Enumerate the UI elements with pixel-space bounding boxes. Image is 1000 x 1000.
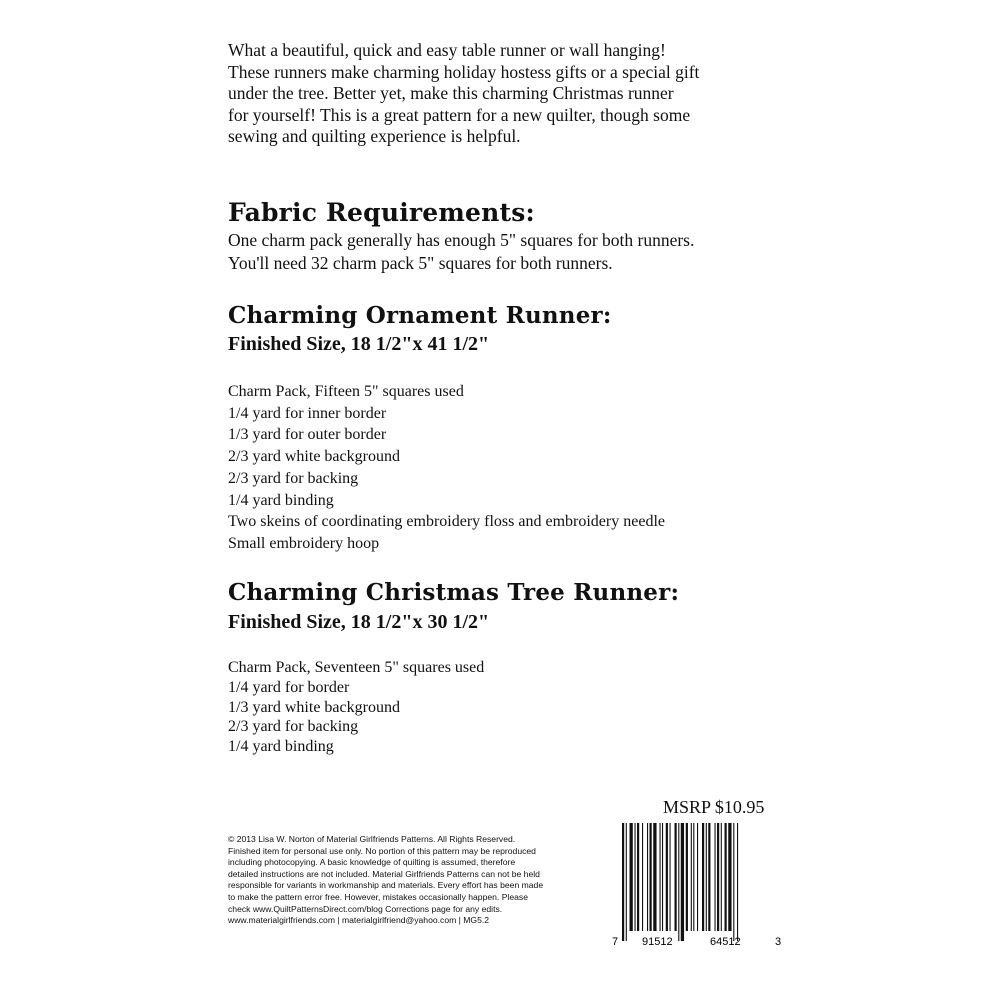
barcode-bar xyxy=(717,823,719,931)
barcode-bar xyxy=(693,823,694,931)
barcode-bar xyxy=(691,823,692,931)
intro-line: sewing and quilting experience is helpful. xyxy=(228,126,521,146)
material-item: Small embroidery hoop xyxy=(228,534,380,552)
footer-line: responsible for variants in workmanship and materials. Every effort has been made xyxy=(228,880,544,891)
material-item: 1/4 yard binding xyxy=(228,738,334,756)
footer-line: www.materialgirlfriends.com | materialgirlfriend@yahoo.com | MG5.2 xyxy=(228,915,490,926)
barcode-bar xyxy=(733,823,734,941)
material-item: 1/3 yard white background xyxy=(228,698,400,716)
barcode-bar xyxy=(681,823,684,941)
fabric-line: You'll need 32 charm pack 5" squares for both runners. xyxy=(228,253,613,273)
barcode-digit: 64512 xyxy=(710,936,741,947)
material-item: 1/4 yard for border xyxy=(228,678,350,696)
material-item: Charm Pack, Fifteen 5" squares used xyxy=(228,383,464,400)
ornament-runner-finished-size: Finished Size, 18 1/2"x 41 1/2" xyxy=(228,333,490,355)
barcode-bar xyxy=(686,823,688,931)
barcode-bar xyxy=(706,823,707,931)
tree-runner-materials xyxy=(228,658,484,757)
material-item: 2/3 yard for backing xyxy=(228,718,359,736)
barcode-bar xyxy=(660,823,661,931)
intro-line: under the tree. Better yet, make this charming Christmas runner xyxy=(228,83,674,103)
barcode-bar xyxy=(653,823,656,931)
footer-line: Finished item for personal use only. No portion of this pattern may be reproduced xyxy=(228,845,536,856)
barcode-bar xyxy=(697,823,698,931)
footer-line: to make the pattern error free. However, mistakes occasionally happen. Please xyxy=(228,891,528,902)
barcode-bar xyxy=(622,823,624,941)
tree-runner-finished-size: Finished Size, 18 1/2"x 30 1/2" xyxy=(228,611,490,633)
barcode xyxy=(612,823,782,947)
fabric-requirements-heading: Fabric Requirements: xyxy=(228,198,535,227)
barcode-bar xyxy=(702,823,704,931)
fabric-requirements-text xyxy=(228,229,694,275)
barcode-bar xyxy=(670,823,671,931)
footer-line: check www.QuiltPatternsDirect.com/blog Corrections page for any edits. xyxy=(228,903,503,914)
barcode-bar xyxy=(708,823,710,931)
msrp-price: MSRP $10.95 xyxy=(663,797,765,817)
intro-line: These runners make charming holiday hostess gifts or a special gift xyxy=(228,61,700,82)
intro-line: for yourself! This is a great pattern for a new quilter, though some xyxy=(228,104,691,125)
material-item: 2/3 yard for backing xyxy=(228,469,359,487)
barcode-bar xyxy=(737,823,738,941)
barcode-bar xyxy=(666,823,668,931)
footer-line: © 2013 Lisa W. Norton of Material Girlfriends Patterns. All Rights Reserved. xyxy=(228,834,516,844)
barcode-bar xyxy=(647,823,648,931)
footer-line: detailed instructions are not included. Material Girlfriends Patterns can not be held xyxy=(228,868,540,879)
barcode-bar xyxy=(637,823,639,931)
tree-runner-heading: Charming Christmas Tree Runner: xyxy=(228,579,680,606)
material-item: 1/3 yard for outer border xyxy=(228,426,387,444)
material-item: Charm Pack, Seventeen 5" squares used xyxy=(228,659,485,676)
barcode-bar xyxy=(728,823,731,931)
barcode-bar xyxy=(630,823,633,931)
barcode-bar xyxy=(715,823,716,931)
barcode-bar xyxy=(725,823,727,931)
barcode-digit: 7 xyxy=(612,936,619,947)
barcode-bar xyxy=(642,823,643,931)
fabric-line: One charm pack generally has enough 5" squares for both runners. xyxy=(228,230,695,250)
ornament-runner-materials xyxy=(228,381,665,555)
material-item: Two skeins of coordinating embroidery floss and embroidery needle xyxy=(228,513,665,531)
ornament-runner-heading: Charming Ornament Runner: xyxy=(228,302,612,329)
barcode-bar xyxy=(635,823,636,931)
barcode-bar xyxy=(662,823,663,931)
barcode-bar xyxy=(675,823,677,931)
barcode-digit: 3 xyxy=(775,936,782,947)
footer-line: including photocopying. A basic knowledge of quilting is assumed, therefore xyxy=(228,857,516,868)
intro-line: What a beautiful, quick and easy table runner or wall hanging! xyxy=(228,40,666,60)
barcode-bar xyxy=(650,823,652,931)
intro-paragraph xyxy=(228,40,848,148)
barcode-bar xyxy=(721,823,722,931)
barcode-bars xyxy=(622,823,738,941)
material-item: 2/3 yard white background xyxy=(228,448,400,466)
barcode-digit: 91512 xyxy=(642,936,673,947)
copyright-footer xyxy=(228,834,568,927)
material-item: 1/4 yard binding xyxy=(228,491,334,509)
material-item: 1/4 yard for inner border xyxy=(228,404,387,422)
barcode-bar xyxy=(626,823,627,941)
barcode-bar xyxy=(678,823,679,941)
